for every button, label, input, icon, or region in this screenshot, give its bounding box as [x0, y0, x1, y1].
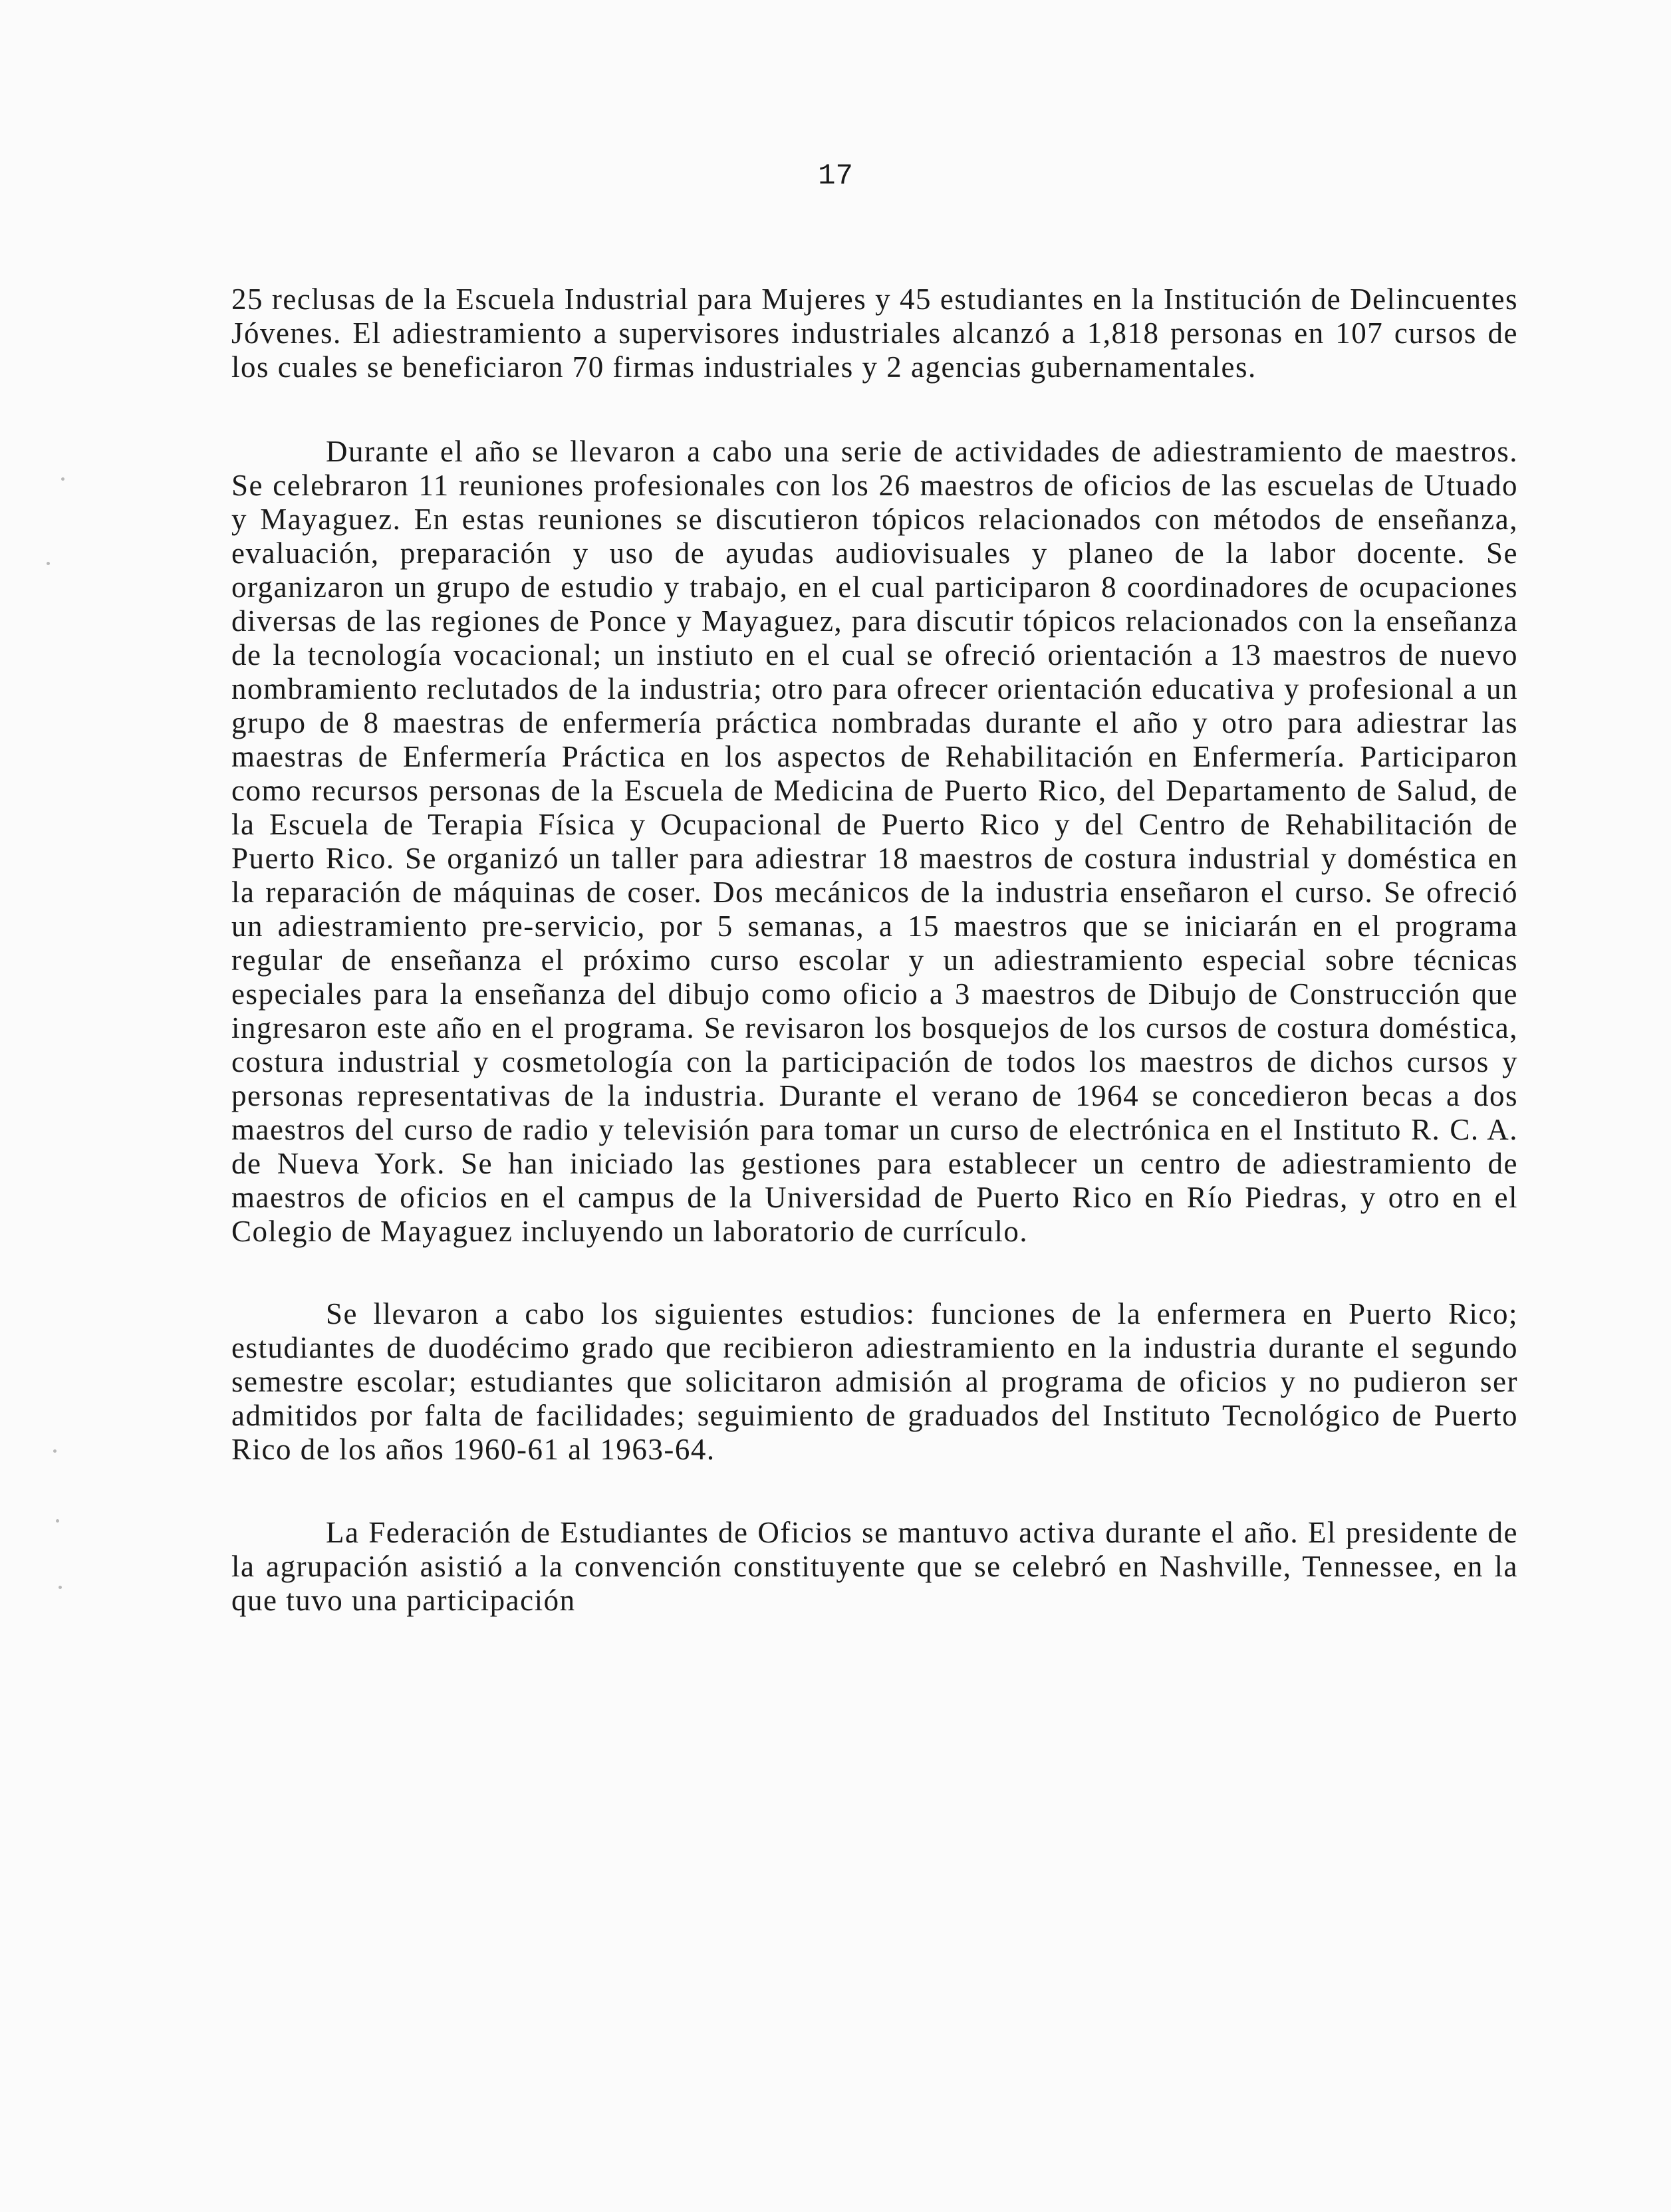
scan-speck: [56, 1519, 59, 1523]
scan-speck: [61, 477, 64, 481]
page-number: 17: [818, 160, 853, 193]
paragraph-teacher-training: Durante el año se llevaron a cabo una serie de actividades de adiestramiento de maestros. Se celebraron 11 reuniones profesionales con los 26 maestros de oficios de las escuelas de Utuado y Mayaguez. En estas reuniones se discutieron tópicos relacionados con métodos de enseñanza, evaluación, preparación y uso de ayudas audiovisuales y planeo de la labor docente. Se organizaron un grupo de estudio y trabajo, en el cual participaron 8 coordinadores de ocupaciones diversas de las regiones de Ponce y Mayaguez, para discutir tópicos relacionados con la enseñanza de la tecnología vocacional; un instiuto en el cual se ofreció orientación a 13 maestros de nuevo nombramiento reclutados de la industria; otro para ofrecer orientación educativa y profesional a un grupo de 8 maestras de enfermería práctica nombradas durante el año y otro para adiestrar las maestras de Enfermería Práctica en los aspectos de Rehabilitación en Enfermería. Participaron como recursos personas de la Escuela de Medicina de Puerto Rico, del Departamento de Salud, de la Escuela de Terapia Física y Ocupacional de Puerto Rico y del Centro de Rehabilitación de Puerto Rico. Se organizó un taller para adiestrar 18 maestros de costura industrial y doméstica en la reparación de máquinas de coser. Dos mecánicos de la industria enseñaron el curso. Se ofreció un adiestramiento pre-servicio, por 5 semanas, a 15 maestros que se iniciarán en el programa regular de enseñanza el próximo curso escolar y un adiestramiento especial sobre técnicas especiales para la enseñanza del dibujo como oficio a 3 maestros de Dibujo de Construcción que ingresaron este año en el programa. Se revisaron los bosquejos de los cursos de costura doméstica, costura industrial y cosmetología con la participación de todos los maestros de dichos cursos y personas representativas de la industria. Durante el verano de 1964 se concedieron becas a dos maestros del curso de radio y televisión para tomar un curso de electrónica en el Instituto R. C. A. de Nueva York. Se han iniciado las gestiones para establecer un centro de adiestramiento de maestros de oficios en el campus de la Universidad de Puerto Rico en Río Piedras, y otro en el Colegio de Mayaguez incluyendo un laboratorio de currículo.: [231, 435, 1518, 1248]
paragraph-studies: Se llevaron a cabo los siguientes estudios: funciones de la enfermera en Puerto Rico; estudiantes de duodécimo grado que recibieron adiestramiento en la industria durante el segundo semestre escolar; estudiantes que solicitaron admisión al programa de oficios y no pudieron ser admitidos por falta de facilidades; seguimiento de graduados del Instituto Tecnológico de Puerto Rico de los años 1960-61 al 1963-64.: [231, 1297, 1518, 1466]
scan-speck: [59, 1586, 62, 1589]
paragraph-federation: La Federación de Estudiantes de Oficios se mantuvo activa durante el año. El presidente de la agrupación asistió a la convención constituyente que se celebró en Nashville, Tennessee, en la que tuvo una participación: [231, 1516, 1518, 1617]
scan-speck: [47, 562, 50, 565]
document-body: [231, 283, 1518, 1618]
scan-speck: [53, 1449, 57, 1453]
paragraph-continuation: 25 reclusas de la Escuela Industrial para Mujeres y 45 estudiantes en la Institución de Delincuentes Jóvenes. El adiestramiento a supervisores industriales alcanzó a 1,818 personas en 107 cursos de los cuales se beneficiaron 70 firmas industriales y 2 agencias gubernamentales.: [231, 283, 1518, 384]
